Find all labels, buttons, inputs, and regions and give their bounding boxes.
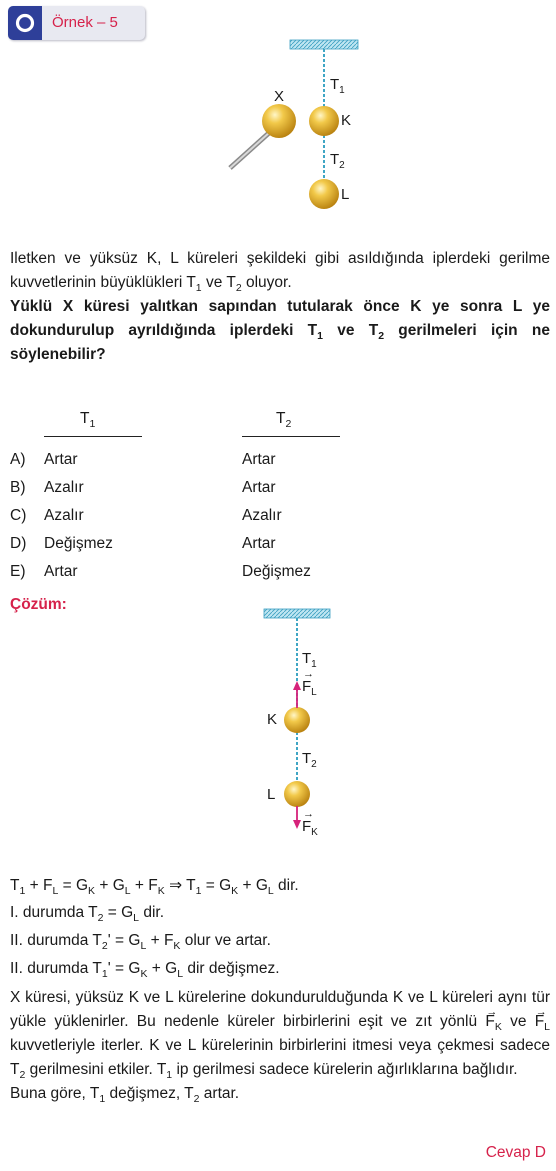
solution-label-t1: $T_1$ — [302, 650, 317, 670]
badge-label: Örnek – 5 — [52, 14, 118, 31]
solution-label-fl: → $F_L$ — [302, 678, 317, 695]
figure-spheres — [0, 0, 556, 240]
solution-label-t2: $T_2$ — [302, 750, 317, 770]
equation-3: II. durumda $T_2' = G_L + F_K$ olur ve artar. — [10, 932, 271, 952]
label-x: X — [274, 88, 285, 105]
equation-1: $T_1 + F_L = G_K + G_L + F_K$ ⇒ $T_1 = G_K + G_L$ dir. — [10, 877, 299, 897]
conclusion: Buna göre, $T_1$ değişmez, $T_2$ artar. — [10, 1085, 240, 1105]
label-l: L — [341, 186, 350, 203]
label-t1: $T_1$ — [330, 76, 345, 96]
solution-label-l: L — [267, 786, 276, 803]
sphere-x — [262, 104, 296, 138]
solution-title: Çözüm: — [10, 596, 67, 613]
solution-label-fk: → $F_K$ — [302, 818, 318, 835]
column-header-t2: $T_2$ — [276, 410, 292, 430]
sphere-k — [309, 106, 339, 136]
label-k: K — [341, 112, 352, 129]
equation-4: II. durumda $T_1' = G_K + G_L$ dir değişmez. — [10, 960, 280, 980]
explanation-paragraph: X küresi, yüksüz K ve L kürelerine dokundurulduğunda K ve L küreleri aynı tür yükle yüklenirler. Bu nedenle küreler birbirlerini eşit ve zıt yönlü → $F_K$ ve → $F_L$ kuvvetleriyle iterler. K ve L kürelerinin birbirlerini itmesi veya çekmesi sadece $T_2$ gerilmesini etkiler. $T_1$ ip gerilmesi sadece kürelerin ağırlıklarına bağlıdır. — [10, 986, 550, 1082]
question-text — [10, 247, 550, 367]
column-rule-t1 — [44, 436, 142, 437]
sphere-l — [309, 179, 339, 209]
figure-solution — [0, 600, 556, 840]
solution-label-k: K — [267, 711, 278, 728]
solution-explanation — [10, 986, 550, 1106]
problem-statement: Iletken ve yüksüz K, L küreleri şekildeki gibi asıldığında iplerdeki gerilme kuvvetlerinin büyüklükleri $T_1$ ve $T_2$ oluyor. — [10, 250, 550, 294]
column-rule-t2 — [242, 436, 340, 437]
question-prompt: Yüklü X küresi yalıtkan sapından tutularak önce K ye sonra L ye dokundurulup ayrıldığında iplerdeki $T_1$ ve $T_2$ gerilmeleri için ne söylenebilir? — [10, 298, 550, 363]
equation-2: I. durumda $T_2 = G_L$ dir. — [10, 904, 164, 924]
ceiling-solution — [264, 609, 330, 618]
answer-label: Cevap D — [485, 1144, 546, 1161]
sphere-k-solution — [284, 707, 310, 733]
sphere-l-solution — [284, 781, 310, 807]
label-t2: $T_2$ — [330, 151, 345, 171]
ceiling — [290, 40, 358, 49]
column-header-t1: $T_1$ — [80, 410, 96, 430]
